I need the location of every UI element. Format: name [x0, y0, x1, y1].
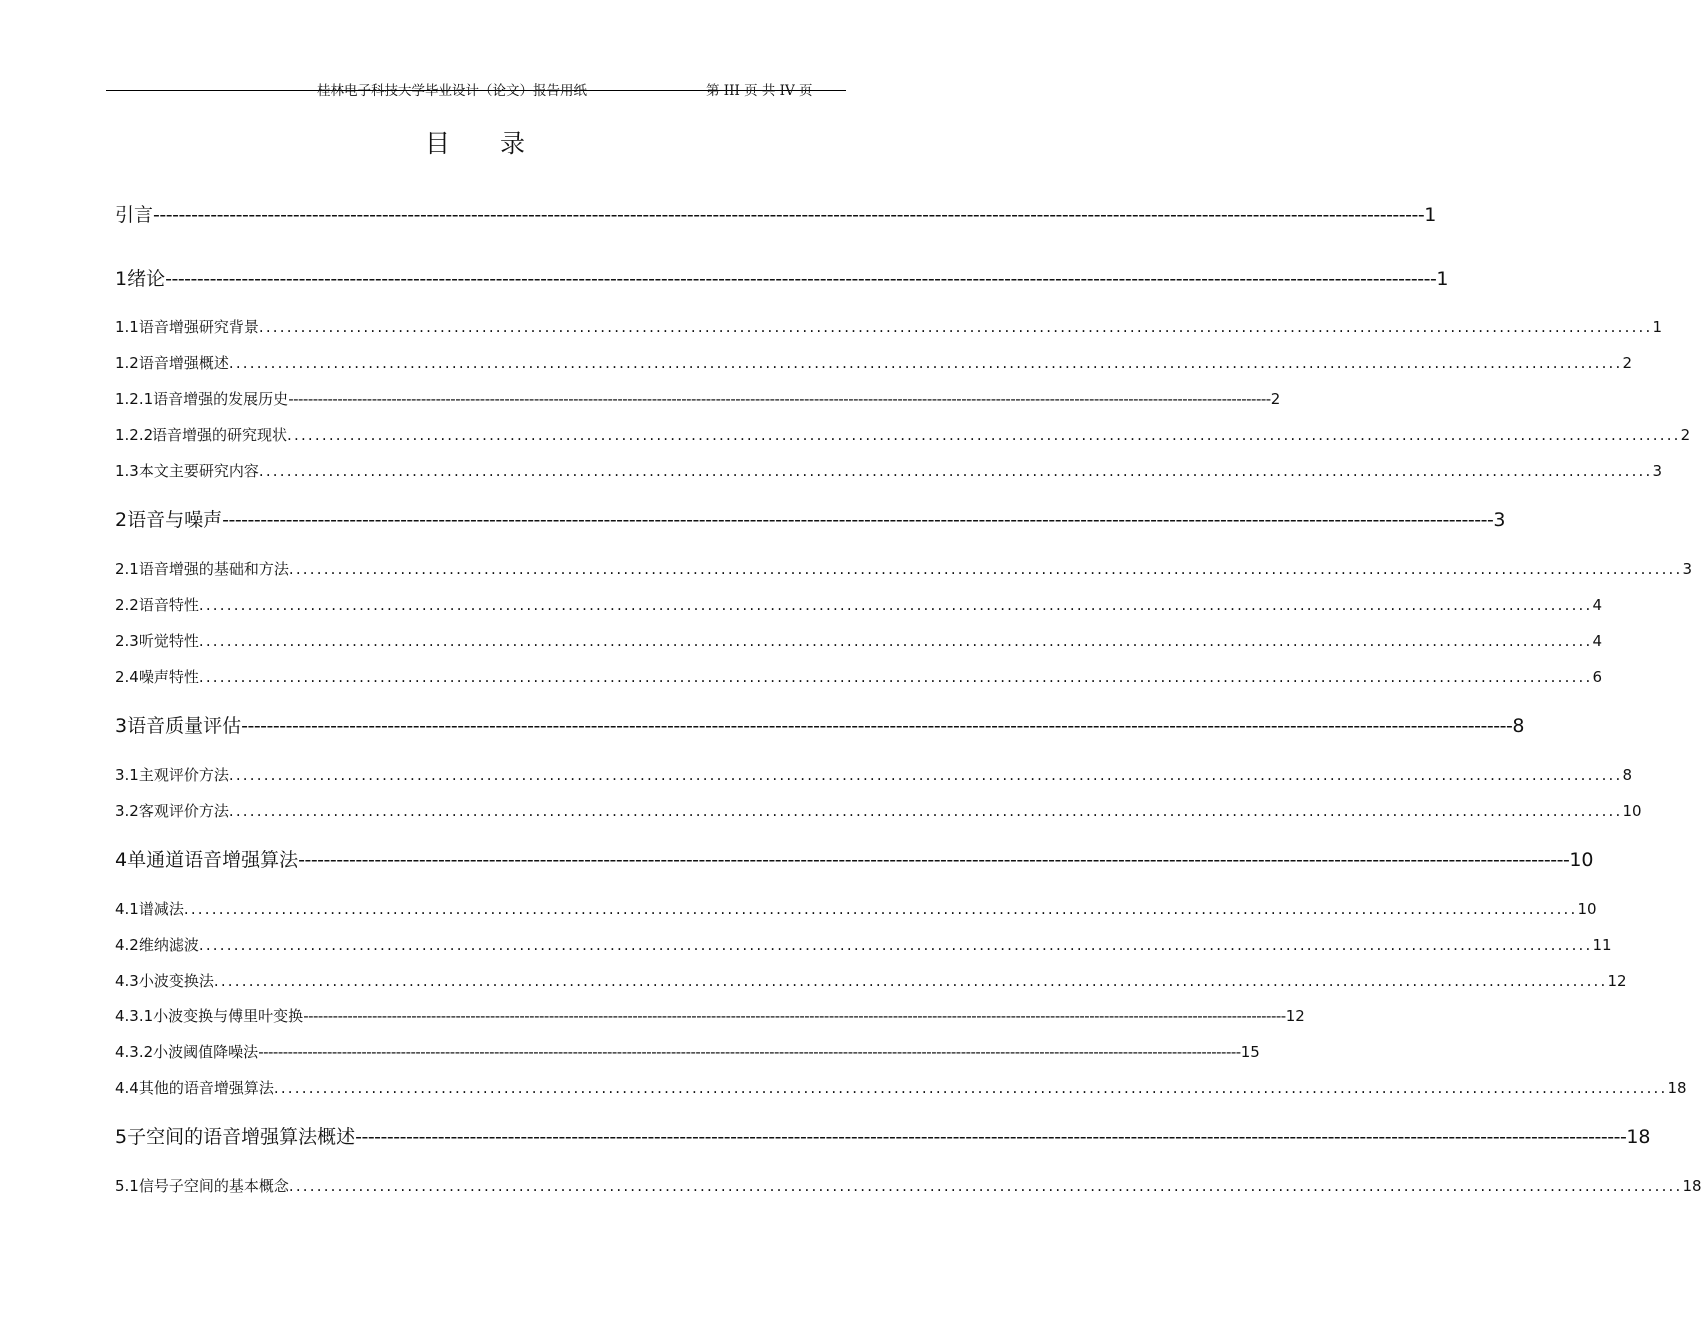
- toc-entry[interactable]: [115, 970, 1627, 991]
- toc-entry-label: 主观评价方法: [138, 766, 229, 784]
- toc-entry-number: 1.2: [115, 354, 139, 372]
- toc-leader: ........................................................................................................................................................................................................: [288, 560, 1683, 578]
- toc-entry[interactable]: [115, 898, 1597, 919]
- toc-page-number: 11: [1592, 936, 1612, 954]
- toc-page-number: 18: [1682, 1177, 1702, 1195]
- toc-page-number: 2: [1680, 426, 1691, 444]
- toc-entry-label: 语音特性: [138, 596, 199, 614]
- toc-entry-label: 客观评价方法: [138, 802, 229, 820]
- toc-entry-number: 4: [115, 849, 128, 871]
- toc-leader: --------------------------------------------------------------------------------------------------------------------------------------------------------------------------------------------------------: [288, 390, 1271, 408]
- toc-leader: ........................................................................................................................................................................................................: [258, 318, 1653, 336]
- toc-page-number: 3: [1493, 509, 1506, 531]
- toc-leader: --------------------------------------------------------------------------------------------------------------------------------------------------------------------------------------------------------: [303, 1007, 1286, 1025]
- toc-entry[interactable]: [115, 800, 1642, 821]
- toc-entry-number: 4.4: [115, 1079, 139, 1097]
- toc-leader: ........................................................................................................................................................................................................: [258, 462, 1653, 480]
- toc-entry-label: 语音增强研究背景: [138, 318, 259, 336]
- toc-entry-number: 2.1: [115, 560, 139, 578]
- toc-page-number: 3: [1652, 462, 1663, 480]
- toc-entry-number: 1.2.2: [115, 426, 154, 444]
- header-school-text: 桂林电子科技大学毕业设计（论文）报告用纸: [317, 83, 587, 99]
- toc-page-number: 18: [1667, 1079, 1687, 1097]
- toc-entry-label: 听觉特性: [138, 632, 199, 650]
- toc-entry[interactable]: [115, 1041, 1260, 1062]
- toc-entry[interactable]: [115, 352, 1633, 373]
- toc-page-number: 10: [1622, 802, 1642, 820]
- toc-title: 目录: [424, 129, 575, 158]
- toc-leader: ........................................................................................................................................................................................................: [273, 1079, 1668, 1097]
- toc-entry-label: 子空间的语音增强算法概述: [127, 1126, 356, 1148]
- toc-leader: ........................................................................................................................................................................................................: [183, 900, 1578, 918]
- toc-entry[interactable]: [115, 388, 1281, 409]
- toc-entry[interactable]: [115, 316, 1663, 337]
- toc-entry-label: 维纳滤波: [138, 936, 199, 954]
- toc-leader: --------------------------------------------------------------------------------------------------------------------------------------------------------------------------------------------------------: [165, 268, 1437, 290]
- toc-page-number: 12: [1285, 1007, 1305, 1025]
- toc-entry-number: 1.1: [115, 318, 139, 336]
- toc-page-number: 3: [1682, 560, 1693, 578]
- toc-entry-label: 小波变换与傅里叶变换: [153, 1007, 304, 1025]
- toc-entry-number: 1: [115, 268, 128, 290]
- toc-page-number: 15: [1240, 1043, 1260, 1061]
- toc-entry-label: 谱减法: [138, 900, 184, 918]
- toc-entry-label: 单通道语音增强算法: [127, 849, 299, 871]
- toc-entry-label: 本文主要研究内容: [138, 462, 259, 480]
- toc-entry-number: 2.3: [115, 632, 139, 650]
- toc-entry-label: 信号子空间的基本概念: [138, 1177, 289, 1195]
- toc-leader: ........................................................................................................................................................................................................: [198, 596, 1593, 614]
- toc-entry[interactable]: [115, 200, 1437, 227]
- toc-page-number: 2: [1270, 390, 1281, 408]
- toc-entry[interactable]: [115, 1077, 1687, 1098]
- toc-entry-label: 语音质量评估: [127, 715, 242, 737]
- toc-leader: ........................................................................................................................................................................................................: [228, 354, 1623, 372]
- toc-entry-number: 4.2: [115, 936, 139, 954]
- toc-leader: --------------------------------------------------------------------------------------------------------------------------------------------------------------------------------------------------------: [222, 509, 1494, 531]
- toc-entry-label: 其他的语音增强算法: [138, 1079, 274, 1097]
- toc-entry[interactable]: [115, 594, 1603, 615]
- toc-page-number: 6: [1592, 668, 1603, 686]
- toc-entry-number: 4.3: [115, 972, 139, 990]
- toc-entry[interactable]: [115, 505, 1506, 532]
- toc-entry-label: 噪声特性: [138, 668, 199, 686]
- toc-entry[interactable]: [115, 630, 1603, 651]
- toc-leader: ........................................................................................................................................................................................................: [198, 632, 1593, 650]
- toc-leader: ........................................................................................................................................................................................................: [228, 802, 1623, 820]
- toc-entry-label: 语音与噪声: [127, 509, 223, 531]
- toc-entry[interactable]: [115, 1005, 1305, 1026]
- toc-entry-number: 1.3: [115, 462, 139, 480]
- toc-leader: ........................................................................................................................................................................................................: [198, 936, 1593, 954]
- toc-page-number: 1: [1424, 204, 1437, 226]
- toc-entry-label: 引言: [115, 204, 154, 226]
- toc-entry-label: 小波阈值降噪法: [153, 1043, 259, 1061]
- header-page-count: 第 III 页 共 IV 页: [706, 83, 813, 99]
- toc-entry-label: 语音增强的研究现状: [152, 426, 288, 444]
- toc-leader: ........................................................................................................................................................................................................: [213, 972, 1608, 990]
- toc-leader: --------------------------------------------------------------------------------------------------------------------------------------------------------------------------------------------------------: [153, 204, 1425, 226]
- toc-entry-label: 小波变换法: [138, 972, 214, 990]
- toc-entry[interactable]: [115, 845, 1594, 872]
- toc-entry-number: 4.3.1: [115, 1007, 154, 1025]
- toc-page-number: 12: [1607, 972, 1627, 990]
- toc-entry[interactable]: [115, 1122, 1651, 1149]
- toc-leader: --------------------------------------------------------------------------------------------------------------------------------------------------------------------------------------------------------: [258, 1043, 1241, 1061]
- toc-page-number: 2: [1622, 354, 1633, 372]
- toc-entry[interactable]: [115, 558, 1693, 579]
- toc-entry[interactable]: [115, 934, 1612, 955]
- toc-entry[interactable]: [115, 460, 1663, 481]
- toc-entry-label: 语音增强概述: [138, 354, 229, 372]
- toc-entry-number: 2: [115, 509, 128, 531]
- toc-entry-number: 5.1: [115, 1177, 139, 1195]
- toc-leader: --------------------------------------------------------------------------------------------------------------------------------------------------------------------------------------------------------: [355, 1126, 1627, 1148]
- toc-page-number: 18: [1626, 1126, 1651, 1148]
- toc-page-number: 4: [1592, 596, 1603, 614]
- toc-entry-number: 2.4: [115, 668, 139, 686]
- toc-entry[interactable]: [115, 764, 1633, 785]
- toc-leader: --------------------------------------------------------------------------------------------------------------------------------------------------------------------------------------------------------: [241, 715, 1513, 737]
- toc-page-number: 10: [1577, 900, 1597, 918]
- toc-entry[interactable]: [115, 424, 1691, 445]
- toc-entry-label: 语音增强的发展历史: [153, 390, 289, 408]
- toc-entry-number: 4.1: [115, 900, 139, 918]
- toc-entry-number: 3.1: [115, 766, 139, 784]
- toc-entry-number: 3.2: [115, 802, 139, 820]
- toc-entry[interactable]: [115, 1175, 1702, 1196]
- toc-page-number: 10: [1569, 849, 1594, 871]
- toc-entry-label: 绪论: [127, 268, 166, 290]
- toc-page-number: 1: [1436, 268, 1449, 290]
- toc-leader: ........................................................................................................................................................................................................: [288, 1177, 1683, 1195]
- toc-entry-number: 1.2.1: [115, 390, 154, 408]
- toc-page-number: 1: [1652, 318, 1663, 336]
- toc-entry-number: 5: [115, 1126, 128, 1148]
- toc-entry-number: 3: [115, 715, 128, 737]
- toc-entry-label: 语音增强的基础和方法: [138, 560, 289, 578]
- toc-leader: ........................................................................................................................................................................................................: [228, 766, 1623, 784]
- toc-entry-number: 2.2: [115, 596, 139, 614]
- toc-entry[interactable]: [115, 264, 1449, 291]
- toc-entry[interactable]: [115, 666, 1603, 687]
- toc-entry[interactable]: [115, 711, 1525, 738]
- toc-leader: ........................................................................................................................................................................................................: [287, 426, 1681, 444]
- toc-page-number: 8: [1512, 715, 1525, 737]
- toc-leader: --------------------------------------------------------------------------------------------------------------------------------------------------------------------------------------------------------: [298, 849, 1570, 871]
- toc-leader: ........................................................................................................................................................................................................: [198, 668, 1593, 686]
- page-header: [106, 79, 846, 99]
- toc-page-number: 8: [1622, 766, 1633, 784]
- toc-page-number: 4: [1592, 632, 1603, 650]
- toc-entry-number: 4.3.2: [115, 1043, 154, 1061]
